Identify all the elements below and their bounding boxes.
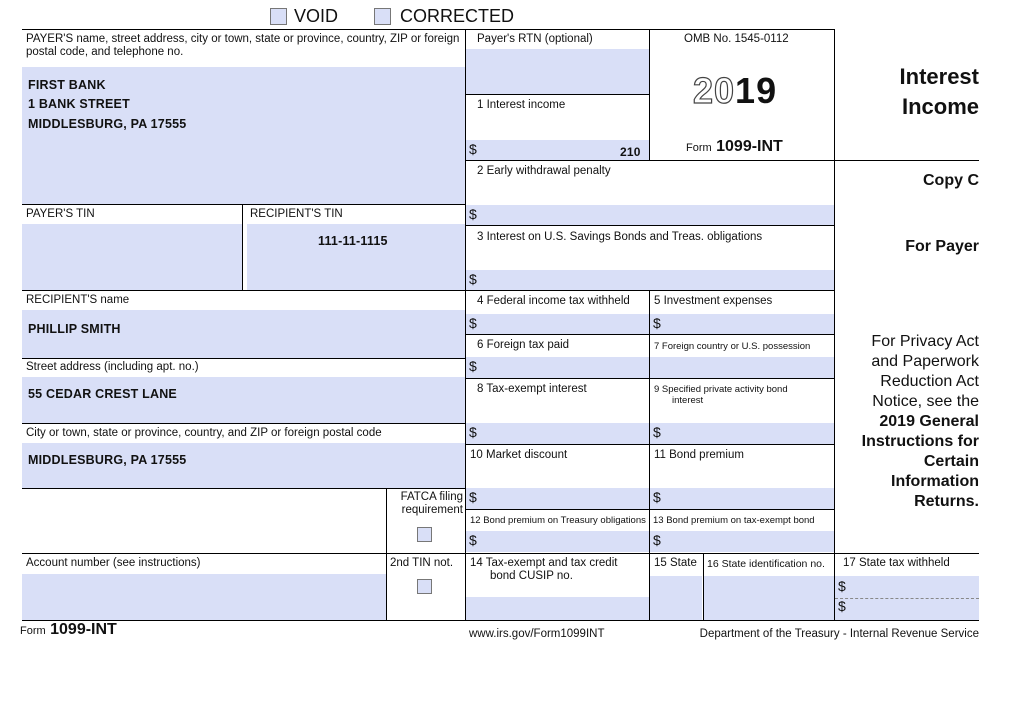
box1-value: 210: [620, 145, 641, 159]
box13-label: 13 Bond premium on tax-exempt bond: [653, 515, 815, 526]
recipient-name-label: RECIPIENT'S name: [26, 294, 130, 306]
form-title-omb: Form 1099-INT: [686, 138, 783, 155]
box2-label: 2 Early withdrawal penalty: [477, 165, 611, 177]
account-label: Account number (see instructions): [26, 557, 201, 569]
box11-dollar: $: [653, 489, 661, 505]
form-title-interest: Interest: [899, 64, 979, 89]
box6-field[interactable]: [466, 357, 649, 378]
payer-street: 1 BANK STREET: [28, 97, 130, 111]
box13-field[interactable]: [650, 531, 834, 552]
box5-dollar: $: [653, 315, 661, 331]
void-label: VOID: [294, 6, 339, 26]
box3-field[interactable]: [466, 270, 834, 290]
box17-dollar-2: $: [838, 598, 846, 614]
box10-field[interactable]: [466, 488, 649, 509]
box11-field[interactable]: [650, 488, 834, 509]
box16-field[interactable]: [704, 576, 834, 620]
privacy-notice: For Privacy Act and Paperwork Reduction Act Notice, see the 2019 General Instructions for Certain Information Returns.: [861, 333, 979, 510]
payer-info-label: PAYER'S name, street address, city or town, state or province, country, ZIP or foreign postal code, and telephone no.: [26, 33, 460, 58]
box6-dollar: $: [469, 358, 477, 374]
corrected-label: CORRECTED: [400, 6, 515, 26]
tax-year-outline: 20: [693, 70, 736, 111]
recipient-name: PHILLIP SMITH: [28, 322, 121, 336]
box4-dollar: $: [469, 315, 477, 331]
box15-label: 15 State: [654, 557, 697, 569]
box8-dollar: $: [469, 424, 477, 440]
box9-dollar: $: [653, 424, 661, 440]
footer-form-title: Form 1099-INT: [20, 621, 117, 638]
box17-label: 17 State tax withheld: [843, 557, 950, 569]
tax-year-bold: 19: [735, 70, 778, 111]
box8-label: 8 Tax-exempt interest: [477, 383, 587, 395]
void-checkbox[interactable]: [270, 8, 287, 25]
box4-label: 4 Federal income tax withheld: [477, 295, 630, 307]
box7-label: 7 Foreign country or U.S. possession: [654, 341, 811, 352]
tax-year: [693, 70, 777, 112]
box10-dollar: $: [469, 489, 477, 505]
box7-field[interactable]: [650, 357, 834, 378]
box14-field[interactable]: [466, 597, 649, 620]
box15-field[interactable]: [650, 576, 702, 620]
box1-dollar: $: [469, 141, 477, 157]
box1-label: 1 Interest income: [477, 99, 566, 111]
footer-url[interactable]: www.irs.gov/Form1099INT: [469, 628, 605, 640]
box12-field[interactable]: [466, 531, 649, 552]
rtn-field[interactable]: [466, 49, 649, 94]
box11-label: 11 Bond premium: [654, 449, 744, 461]
account-field[interactable]: [22, 574, 386, 620]
box2-field[interactable]: [466, 205, 834, 225]
box8-field[interactable]: [466, 423, 649, 444]
box16-label: 16 State identification no.: [707, 558, 825, 570]
rtn-label: Payer's RTN (optional): [477, 33, 593, 45]
copy-label: Copy C: [923, 172, 979, 189]
fatca-checkbox[interactable]: [417, 527, 432, 542]
second-tin-checkbox[interactable]: [417, 579, 432, 594]
box3-dollar: $: [469, 271, 477, 287]
box5-label: 5 Investment expenses: [654, 295, 773, 307]
recipient-street: 55 CEDAR CREST LANE: [28, 387, 177, 401]
payer-name: FIRST BANK: [28, 78, 106, 92]
fatca-label: FATCA filing requirement: [400, 491, 463, 516]
payer-city: MIDDLESBURG, PA 17555: [28, 117, 187, 131]
omb-number: OMB No. 1545-0112: [684, 33, 789, 45]
box9-label: 9 Specified private activity bond interest: [654, 384, 788, 406]
box12-label: 12 Bond premium on Treasury obligations: [470, 515, 646, 526]
for-payer-label: For Payer: [905, 238, 979, 255]
recipient-city-label: City or town, state or province, country, and ZIP or foreign postal code: [26, 427, 382, 439]
box13-dollar: $: [653, 532, 661, 548]
box9-field[interactable]: [650, 423, 834, 444]
form-title-income: Income: [901, 94, 979, 119]
footer-department: Department of the Treasury - Internal Revenue Service: [699, 628, 979, 640]
box6-label: 6 Foreign tax paid: [477, 339, 570, 351]
box10-label: 10 Market discount: [470, 449, 568, 461]
box2-dollar: $: [469, 206, 477, 222]
box12-dollar: $: [469, 532, 477, 548]
corrected-checkbox[interactable]: [374, 8, 391, 25]
payer-tin-field[interactable]: [22, 224, 242, 290]
box4-field[interactable]: [466, 314, 649, 334]
box17-dollar-1: $: [838, 578, 846, 594]
box3-label: 3 Interest on U.S. Savings Bonds and Treas. obligations: [477, 231, 763, 243]
recipient-tin-value: 111-11-1115: [318, 234, 388, 248]
recipient-street-label: Street address (including apt. no.): [26, 361, 199, 373]
box14-label: 14 Tax-exempt and tax credit bond CUSIP no.: [470, 557, 618, 582]
recipient-tin-label: RECIPIENT'S TIN: [250, 208, 343, 220]
box5-field[interactable]: [650, 314, 834, 334]
second-tin-label: 2nd TIN not.: [390, 557, 454, 569]
payer-tin-label: PAYER'S TIN: [26, 208, 95, 220]
recipient-city: MIDDLESBURG, PA 17555: [28, 453, 187, 467]
